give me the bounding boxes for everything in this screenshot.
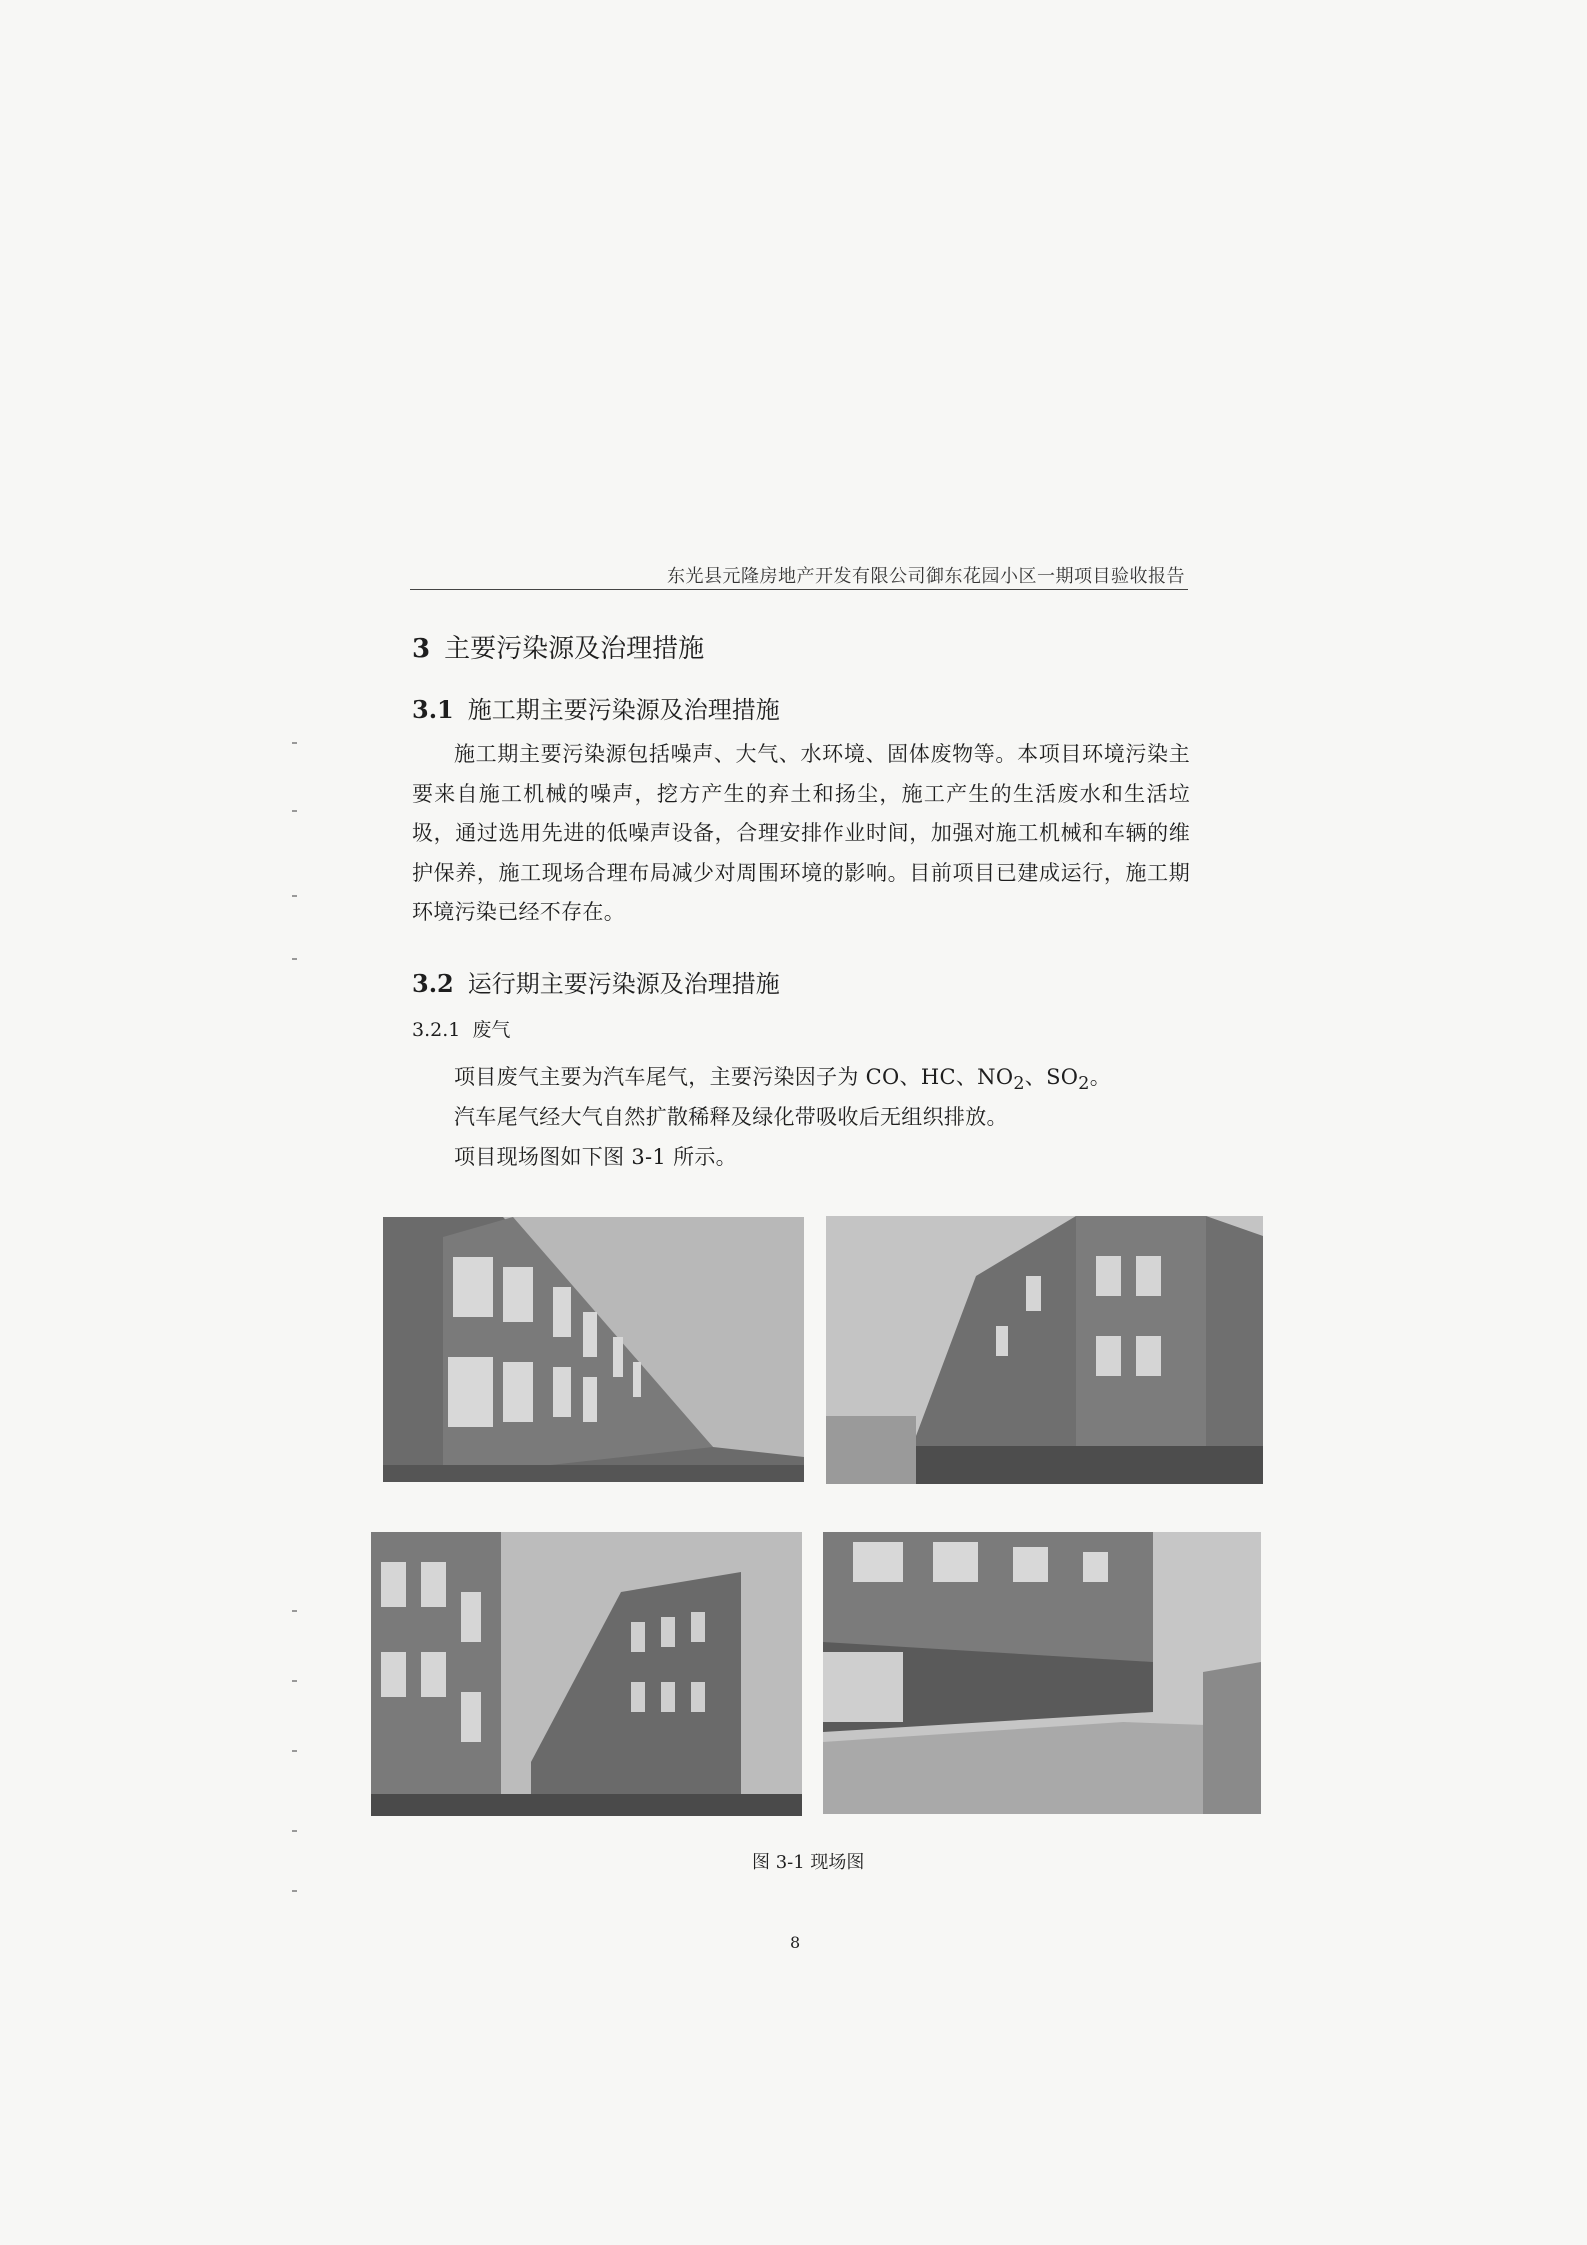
section-title: 废气 bbox=[472, 1019, 511, 1041]
text: 、SO bbox=[1024, 1065, 1079, 1089]
section-number: 3.2.1 bbox=[412, 1019, 461, 1041]
scan-margin-mark bbox=[292, 1610, 297, 1612]
section-3-heading bbox=[412, 628, 704, 665]
subscript: 2 bbox=[1013, 1074, 1025, 1095]
scan-margin-mark bbox=[292, 810, 297, 812]
figure-caption: 图 3-1 现场图 bbox=[752, 1852, 865, 1873]
section-3-2-1-heading bbox=[412, 1015, 510, 1042]
section-number: 3.2 bbox=[412, 969, 454, 998]
scan-margin-mark bbox=[292, 742, 297, 744]
scan-margin-mark bbox=[292, 958, 297, 960]
exhaust-line-2: 汽车尾气经大气自然扩散稀释及绿化带吸收后无组织排放。 bbox=[454, 1105, 1008, 1129]
site-photo-1 bbox=[383, 1217, 804, 1482]
scan-margin-mark bbox=[292, 1750, 297, 1752]
scan-margin-mark bbox=[292, 1680, 297, 1682]
scan-margin-mark bbox=[292, 895, 297, 897]
exhaust-line-1 bbox=[454, 1061, 1111, 1094]
section-title: 施工期主要污染源及治理措施 bbox=[467, 696, 780, 724]
exhaust-line-3: 项目现场图如下图 3-1 所示。 bbox=[454, 1145, 737, 1169]
site-photo-3 bbox=[371, 1532, 802, 1816]
section-title: 主要污染源及治理措施 bbox=[444, 634, 705, 664]
section-3-1-body: 施工期主要污染源包括噪声、大气、水环境、固体废物等。本项目环境污染主要来自施工机械的噪声，挖方产生的弃土和扬尘，施工产生的生活废水和生活垃圾，通过选用先进的低噪声设备，合理安排作业时间，加强对施工机械和车辆的维护保养，施工现场合理布局减少对周围环境的影响。目前项目已建成运行，施工期环境污染已经不存在。 bbox=[412, 742, 1190, 924]
running-header: 东光县元隆房地产开发有限公司御东花园小区一期项目验收报告 bbox=[667, 566, 1185, 587]
text: 项目废气主要为汽车尾气，主要污染因子为 CO、HC、NO bbox=[454, 1065, 1014, 1089]
site-photo-2 bbox=[826, 1216, 1263, 1484]
page-number: 8 bbox=[790, 1933, 801, 1952]
scan-margin-mark bbox=[292, 1830, 297, 1832]
subscript: 2 bbox=[1078, 1074, 1090, 1095]
section-title: 运行期主要污染源及治理措施 bbox=[467, 970, 780, 998]
scan-margin-mark bbox=[292, 1890, 297, 1892]
section-number: 3 bbox=[412, 634, 431, 664]
section-3-2-heading bbox=[412, 964, 780, 999]
site-photo-4 bbox=[823, 1532, 1261, 1814]
section-number: 3.1 bbox=[412, 695, 454, 724]
header-rule bbox=[410, 589, 1188, 590]
section-3-1-heading bbox=[412, 690, 780, 725]
text: 。 bbox=[1089, 1065, 1112, 1089]
